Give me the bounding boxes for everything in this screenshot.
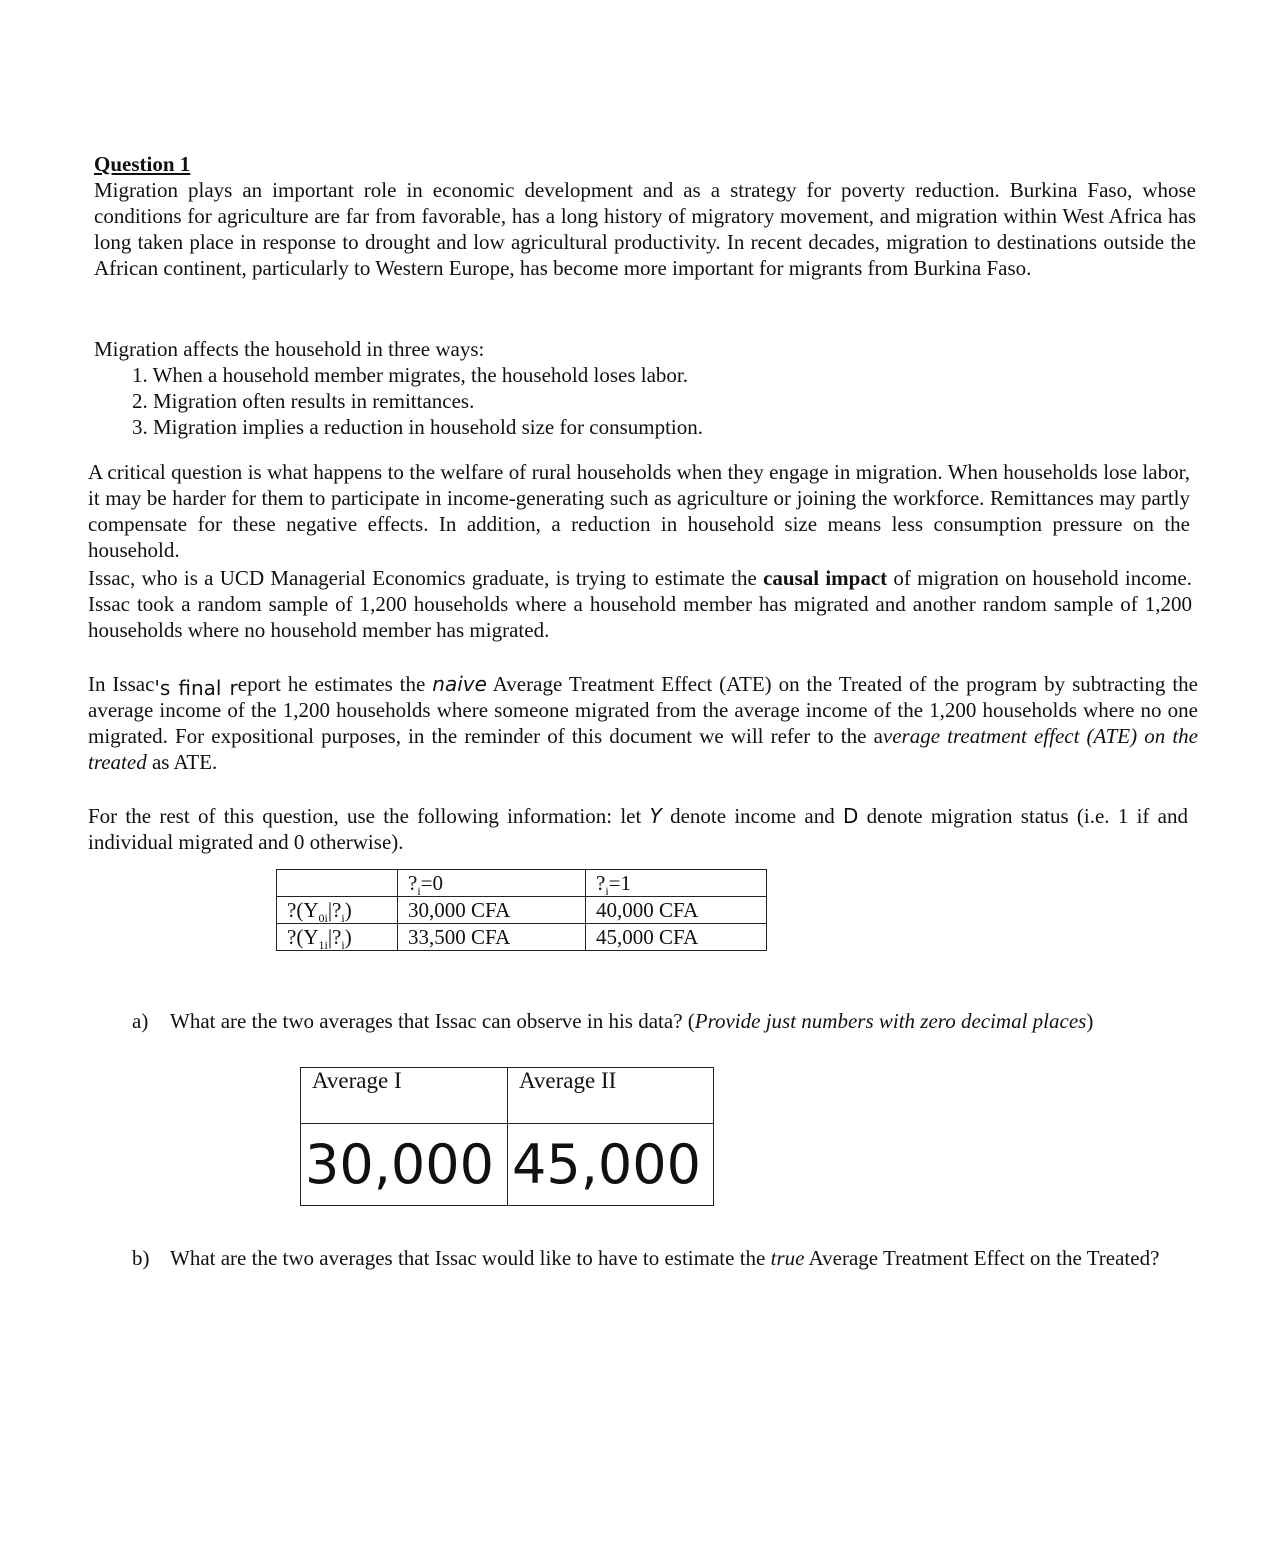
question-title: Question 1 bbox=[94, 152, 191, 176]
variable-y: Y bbox=[649, 804, 662, 828]
table-cell: 30,000 CFA bbox=[398, 897, 586, 924]
table-cell: 45,000 CFA bbox=[586, 924, 767, 951]
intro-paragraph: Migration plays an important role in economic development and as a strategy for poverty reduction. Burkina Faso, whose conditions for agriculture are far from favorable, has a long history of migratory movement, and migration within West Africa has long taken place in response to drought and low agricultural productivity. In recent decades, migration to destinations outside the African continent, particularly to Western Europe, has become more important for migrants from Burkina Faso. bbox=[94, 178, 1196, 280]
list-item: 3. Migration implies a reduction in household size for consumption. bbox=[132, 415, 703, 439]
table-row bbox=[277, 924, 767, 951]
answer-average-2-field[interactable]: 45,000 bbox=[508, 1124, 714, 1206]
table-cell: $?(Y_{0i}|?_i)$ bbox=[277, 897, 398, 924]
part-a-question: What are the two averages that Issac can observe in his data? (Provide just numbers with zero decimal places) bbox=[170, 1009, 1094, 1033]
potential-outcomes-table bbox=[276, 869, 767, 951]
table-cell: 33,500 CFA bbox=[398, 924, 586, 951]
report-paragraph: In Issac's final report he estimates the naive Average Treatment Effect (ATE) on the Treated of the program by subtracting the average income of the 1,200 households where someone migrated from the average income of the 1,200 households where no one migrated. For expositional purposes, in the reminder of this document we will refer to the average treatment effect (ATE) on the treated as ATE. bbox=[88, 672, 1198, 774]
table-cell: 40,000 CFA bbox=[586, 897, 767, 924]
table-cell: Average I bbox=[301, 1068, 508, 1124]
table-cell: $?_i=1$ bbox=[586, 870, 767, 897]
table-row bbox=[277, 897, 767, 924]
table-row bbox=[301, 1124, 714, 1206]
list-item: 1. When a household member migrates, the household loses labor. bbox=[132, 363, 688, 387]
effects-list bbox=[132, 362, 703, 440]
table-cell: Average II bbox=[508, 1068, 714, 1124]
answer-table bbox=[300, 1067, 714, 1206]
table-row bbox=[301, 1068, 714, 1124]
table-cell bbox=[277, 870, 398, 897]
answer-average-1-field[interactable]: 30,000 bbox=[301, 1124, 508, 1206]
part-a-label: a) bbox=[132, 1009, 149, 1033]
causal-impact-emphasis: causal impact bbox=[763, 566, 888, 590]
info-paragraph: For the rest of this question, use the following information: let Y denote income and D denote migration status (i.e. 1 if and individual migrated and 0 otherwise). bbox=[88, 804, 1188, 854]
critical-paragraph: A critical question is what happens to the welfare of rural households when they engage in migration. When households lose labor, it may be harder for them to participate in income-generating such as agriculture or joining the workforce. Remittances may partly compensate for these negative effects. In addition, a reduction in household size means less consumption pressure on the household. bbox=[88, 460, 1190, 562]
part-b-label: b) bbox=[132, 1246, 150, 1270]
variable-d: D bbox=[842, 804, 859, 828]
table-cell: $?(Y_{1i}|?_i)$ bbox=[277, 924, 398, 951]
effects-lead: Migration affects the household in three ways: bbox=[94, 337, 485, 361]
issac-paragraph: Issac, who is a UCD Managerial Economics graduate, is trying to estimate the causal impact of migration on household income. Issac took a random sample of 1,200 households where a household member has migrated and another random sample of 1,200 households where no household member has migrated. bbox=[88, 566, 1192, 642]
list-item: 2. Migration often results in remittances. bbox=[132, 389, 475, 413]
part-b-question: What are the two averages that Issac would like to have to estimate the true Average Treatment Effect on the Treated? bbox=[170, 1246, 1160, 1270]
table-row bbox=[277, 870, 767, 897]
table-cell: $?_i=0$ bbox=[398, 870, 586, 897]
